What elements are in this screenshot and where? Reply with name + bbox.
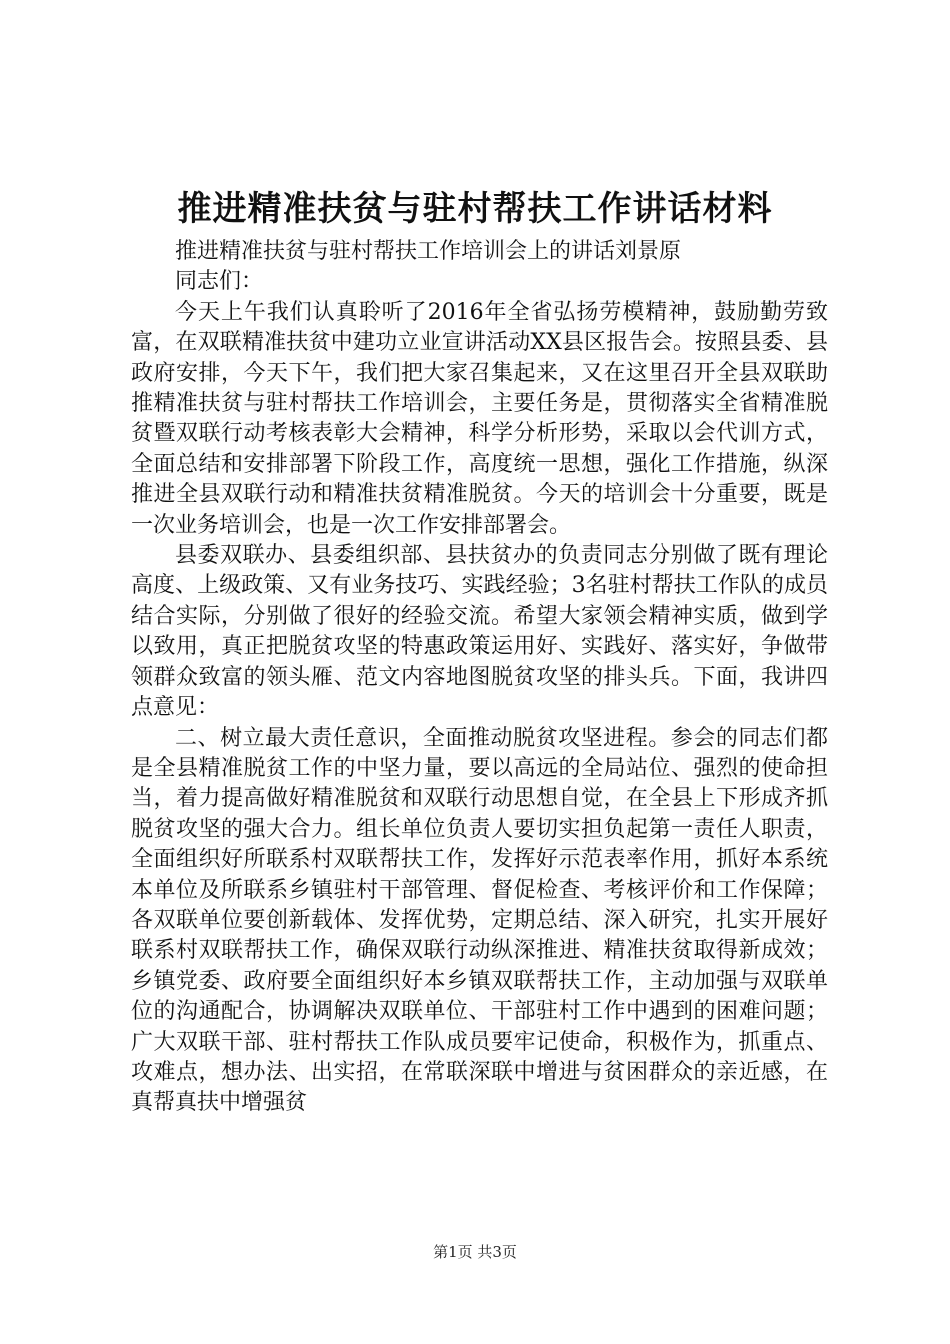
- body-paragraph: 今天上午我们认真聆听了2016年全省弘扬劳模精神，鼓励勤劳致富，在双联精准扶贫中建功立业宣讲活动XX县区报告会。按照县委、县政府安排，今天下午，我们把大家召集起来，又在这里召开全县双联助推精准扶贫与驻村帮扶工作培训会，主要任务是，贯彻落实全省精准脱贫暨双联行动考核表彰大会精神，科学分析形势，采取以会代训方式，全面总结和安排部署下阶段工作，高度统一思想，强化工作措施，纵深推进全县双联行动和精准扶贫精准脱贫。今天的培训会十分重要，既是一次业务培训会，也是一次工作安排部署会。: [131, 299, 828, 538]
- document-body: [131, 237, 828, 1119]
- speech-subtitle: 推进精准扶贫与驻村帮扶工作培训会上的讲话刘景原: [175, 239, 682, 264]
- body-paragraph: 二、树立最大责任意识，全面推动脱贫攻坚进程。参会的同志们都是全县精准脱贫工作的中坚力量，要以高远的全局站位、强烈的使命担当，着力提高做好精准脱贫和双联行动思想自觉，在全县上下形成齐抓脱贫攻坚的强大合力。组长单位负责人要切实担负起第一责任人职责，全面组织好所联系村双联帮扶工作，发挥好示范表率作用，抓好本系统本单位及所联系乡镇驻村干部管理、督促检查、考核评价和工作保障；各双联单位要创新载体、发挥优势，定期总结、深入研究，扎实开展好联系村双联帮扶工作，确保双联行动纵深推进、精准扶贫取得新成效；乡镇党委、政府要全面组织好本乡镇双联帮扶工作，主动加强与双联单位的沟通配合，协调解决双联单位、干部驻村工作中遇到的困难问题；广大双联干部、驻村帮扶工作队成员要牢记使命，积极作为，抓重点、攻难点，想办法、出实招，在常联深联中增进与贫困群众的亲近感，在真帮真扶中增强贫: [131, 725, 828, 1116]
- body-paragraph: 县委双联办、县委组织部、县扶贫办的负责同志分别做了既有理论高度、上级政策、又有业务技巧、实践经验；3名驻村帮扶工作队的成员结合实际，分别做了很好的经验交流。希望大家领会精神实质，做到学以致用，真正把脱贫攻坚的特惠政策运用好、实践好、落实好，争做带领群众致富的领头雁、范文内容地图脱贫攻坚的排头兵。下面，我讲四点意见：: [131, 543, 828, 721]
- document-title: 推进精准扶贫与驻村帮扶工作讲话材料: [177, 189, 773, 229]
- page-number-footer: 第1页 共3页: [433, 1243, 517, 1261]
- salutation: 同志们：: [175, 269, 264, 295]
